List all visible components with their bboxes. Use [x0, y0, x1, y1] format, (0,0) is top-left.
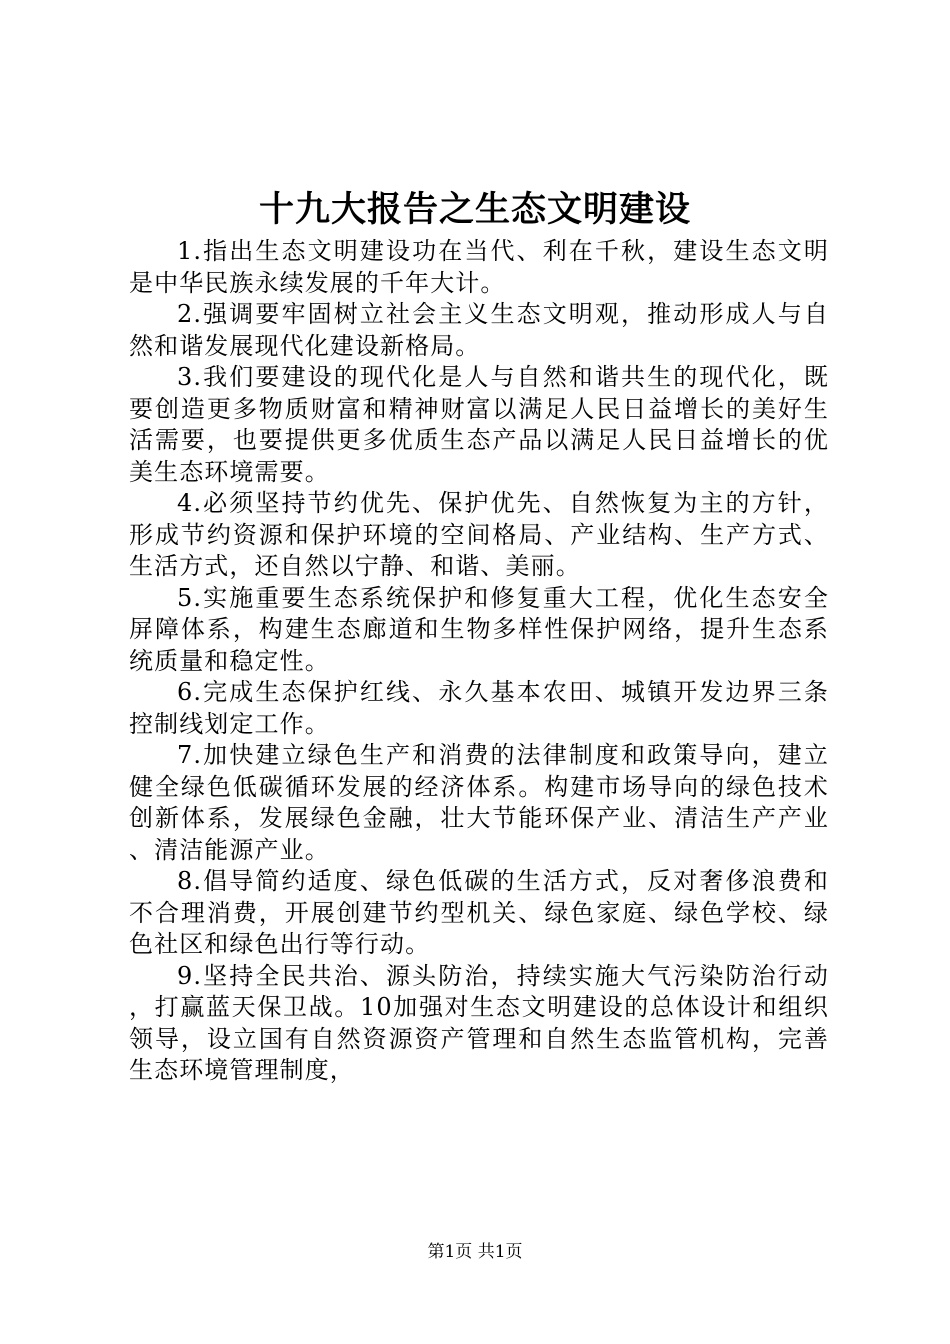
- paragraph-6: 6.完成生态保护红线、永久基本农田、城镇开发边界三条控制线划定工作。: [129, 678, 829, 738]
- paragraph-9: 9.坚持全民共治、源头防治，持续实施大气污染防治行动，打赢蓝天保卫战。10加强对生态文明建设的总体设计和组织领导，设立国有自然资源资产管理和自然生态监管机构，完善生态环境管理制度，: [129, 961, 829, 1084]
- paragraph-8: 8.倡导简约适度、绿色低碳的生活方式，反对奢侈浪费和不合理消费，开展创建节约型机关、绿色家庭、绿色学校、绿色社区和绿色出行等行动。: [129, 867, 829, 958]
- paragraph-4: 4.必须坚持节约优先、保护优先、自然恢复为主的方针，形成节约资源和保护环境的空间格局、产业结构、生产方式、生活方式，还自然以宁静、和谐、美丽。: [129, 489, 829, 580]
- page-footer: 第1页 共1页: [427, 1242, 523, 1262]
- paragraph-5: 5.实施重要生态系统保护和修复重大工程，优化生态安全屏障体系，构建生态廊道和生物多样性保护网络，提升生态系统质量和稳定性。: [129, 583, 829, 675]
- paragraph-2: 2.强调要牢固树立社会主义生态文明观，推动形成人与自然和谐发展现代化建设新格局。: [129, 300, 829, 360]
- paragraph-1: 1.指出生态文明建设功在当代、利在千秋，建设生态文明是中华民族永续发展的千年大计。: [129, 237, 829, 297]
- paragraph-7: 7.加快建立绿色生产和消费的法律制度和政策导向，建立健全绿色低碳循环发展的经济体系。构建市场导向的绿色技术创新体系，发展绿色金融，壮大节能环保产业、清洁生产产业、清洁能源产业。: [129, 741, 829, 864]
- paragraph-3: 3.我们要建设的现代化是人与自然和谐共生的现代化，既要创造更多物质财富和精神财富以满足人民日益增长的美好生活需要，也要提供更多优质生态产品以满足人民日益增长的优美生态环境需要。: [129, 363, 829, 486]
- page-title: 十九大报告之生态文明建设: [258, 189, 691, 230]
- document-body: [129, 236, 829, 1087]
